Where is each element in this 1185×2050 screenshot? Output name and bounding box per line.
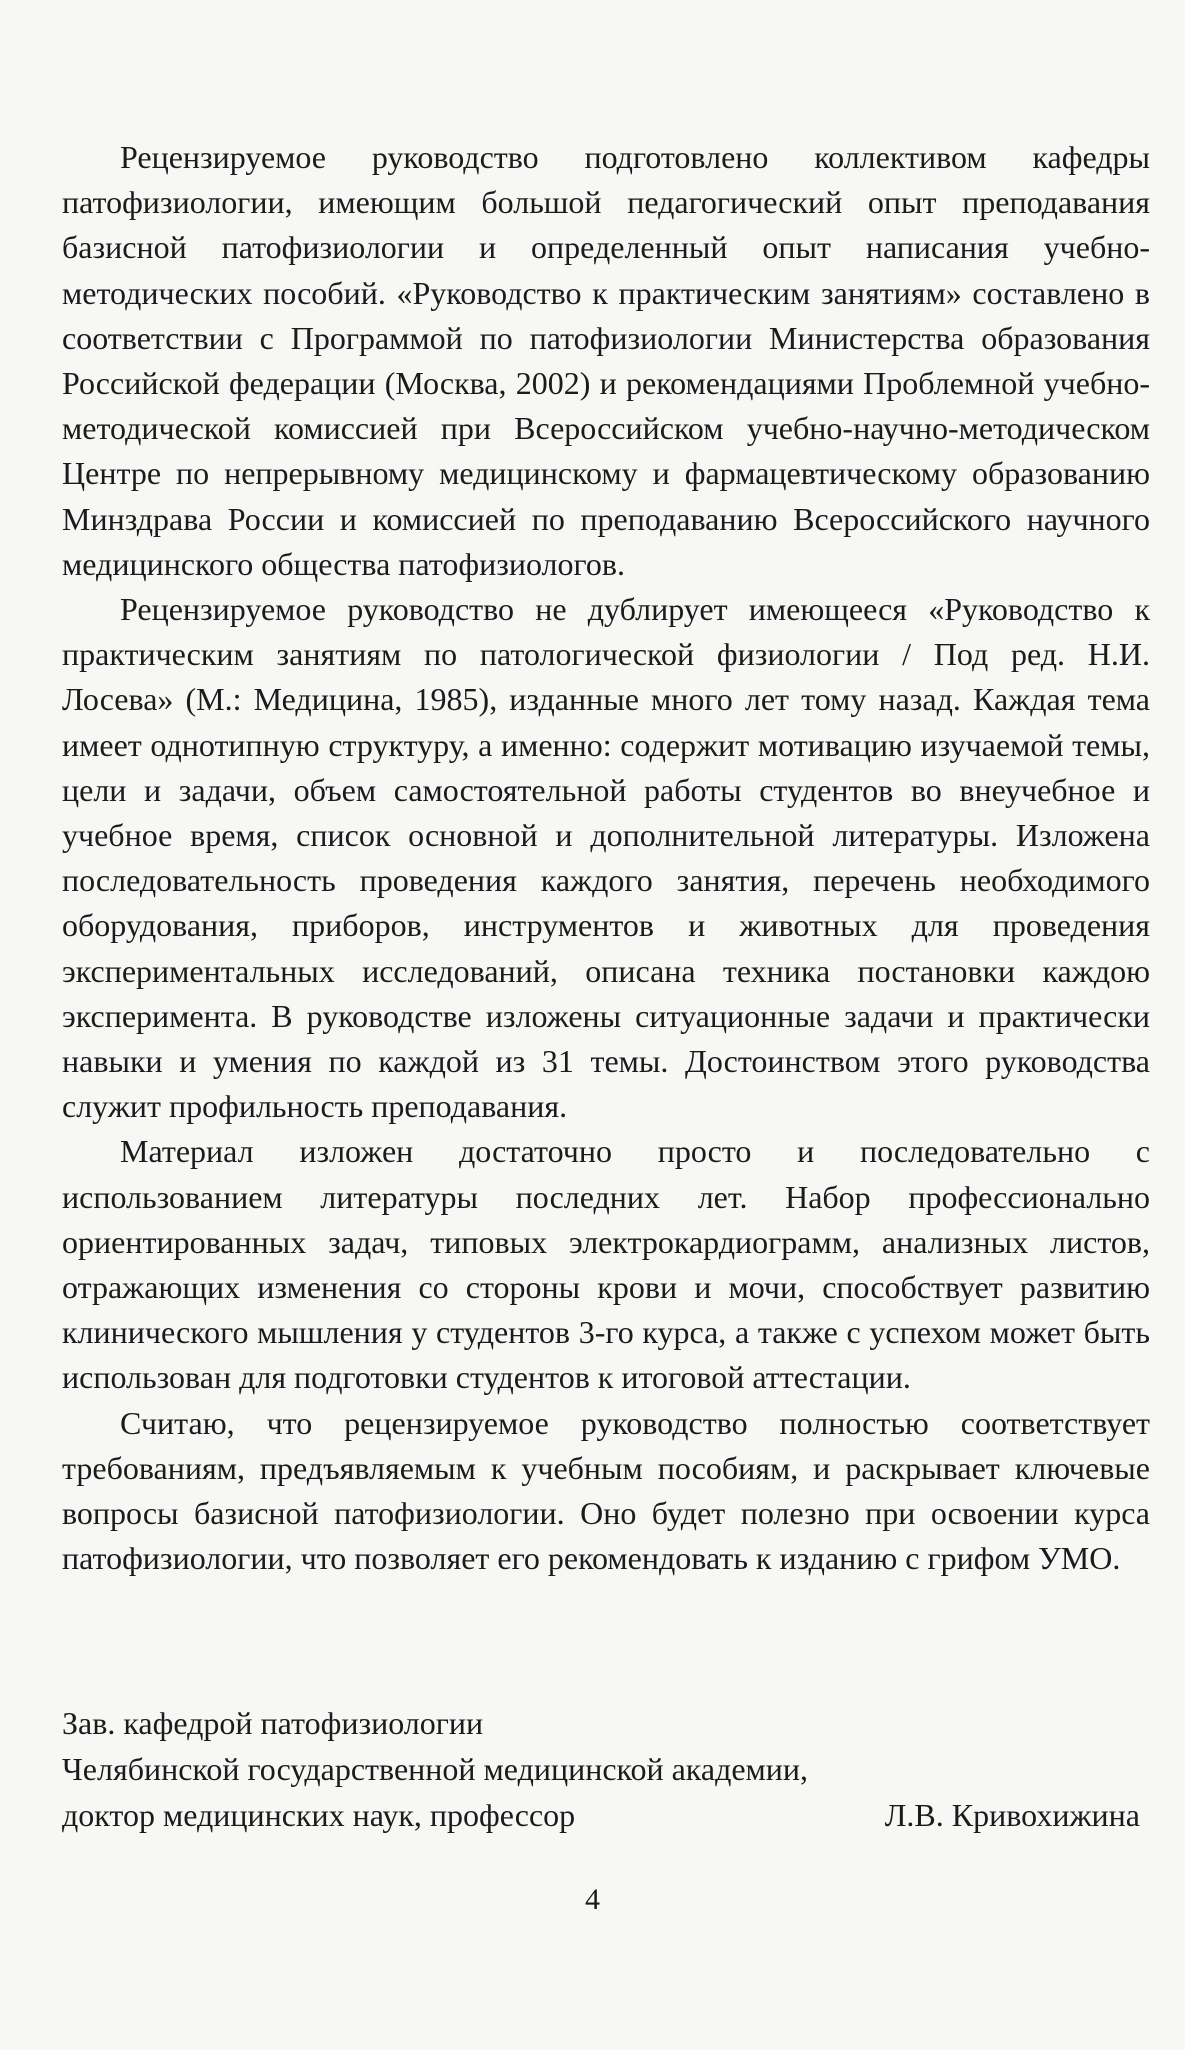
signature-name: Л.В. Кривохижина	[884, 1797, 1140, 1833]
paragraph-2: Рецензируемое руководство не дублирует имеющееся «Руководство к практическим занятиям по патологической физиологии / Под ред. Н.И. Лосева» (М.: Медицина, 1985), изданные много лет тому назад. Каждая тема имеет однотипную структуру, а именно: содержит мотивацию изучаемой темы, цели и задачи, объем самостоятельной работы студентов во внеучебное и учебное время, список основной и дополнительной литературы. Изложена последовательность проведения каждого занятия, перечень необходимого оборудования, приборов, инструментов и животных для проведения экспериментальных исследований, описана техника постановки каждою эксперимента. В руководстве изложены ситуационные задачи и практически навыки и умения по каждой из 31 темы. Достоинством этого руководства служит профильность преподавания.	[62, 591, 1150, 1125]
paragraph-1: Рецензируемое руководство подготовлено коллективом кафедры патофизиологии, имеющим большой педагогический опыт преподавания базисной патофизиологии и определенный опыт написания учебно-методических пособий. «Руководство к практическим занятиям» составлено в соответствии с Программой по патофизиологии Министерства образования Российской федерации (Москва, 2002) и рекомендациями Проблемной учебно-методической комиссией при Всероссийском учебно-научно-методическом Центре по непрерывному медицинскому и фармацевтическому образованию Минздрава России и комиссией по преподаванию Всероссийского научного медицинского общества патофизиологов.	[62, 139, 1150, 582]
page-number: 4	[585, 1883, 600, 1916]
paragraph-3: Материал изложен достаточно просто и последовательно с использованием литературы последних лет. Набор профессионально ориентированных задач, типовых электрокардиограмм, анализных листов, отражающих изменения со стороны крови и мочи, способствует развитию клинического мышления у студентов 3-го курса, а также с успехом может быть использован для подготовки студентов к итоговой аттестации.	[62, 1133, 1150, 1396]
signature-position: Зав. кафедрой патофизиологии	[62, 1705, 484, 1741]
signature-institution: Челябинской государственной медицинской академии,	[62, 1751, 809, 1787]
signature-block	[62, 1700, 1150, 1838]
signature-last-row	[62, 1792, 1150, 1838]
signature-degree: доктор медицинских наук, профессор	[62, 1797, 576, 1833]
paragraph-4: Считаю, что рецензируемое руководство полностью соответствует требованиям, предъявляемым к учебным пособиям, и раскрывает ключевые вопросы базисной патофизиологии. Оно будет полезно при освоении курса патофизиологии, что позволяет его рекомендовать к изданию с грифом УМО.	[62, 1404, 1150, 1577]
review-body	[62, 135, 1150, 1582]
